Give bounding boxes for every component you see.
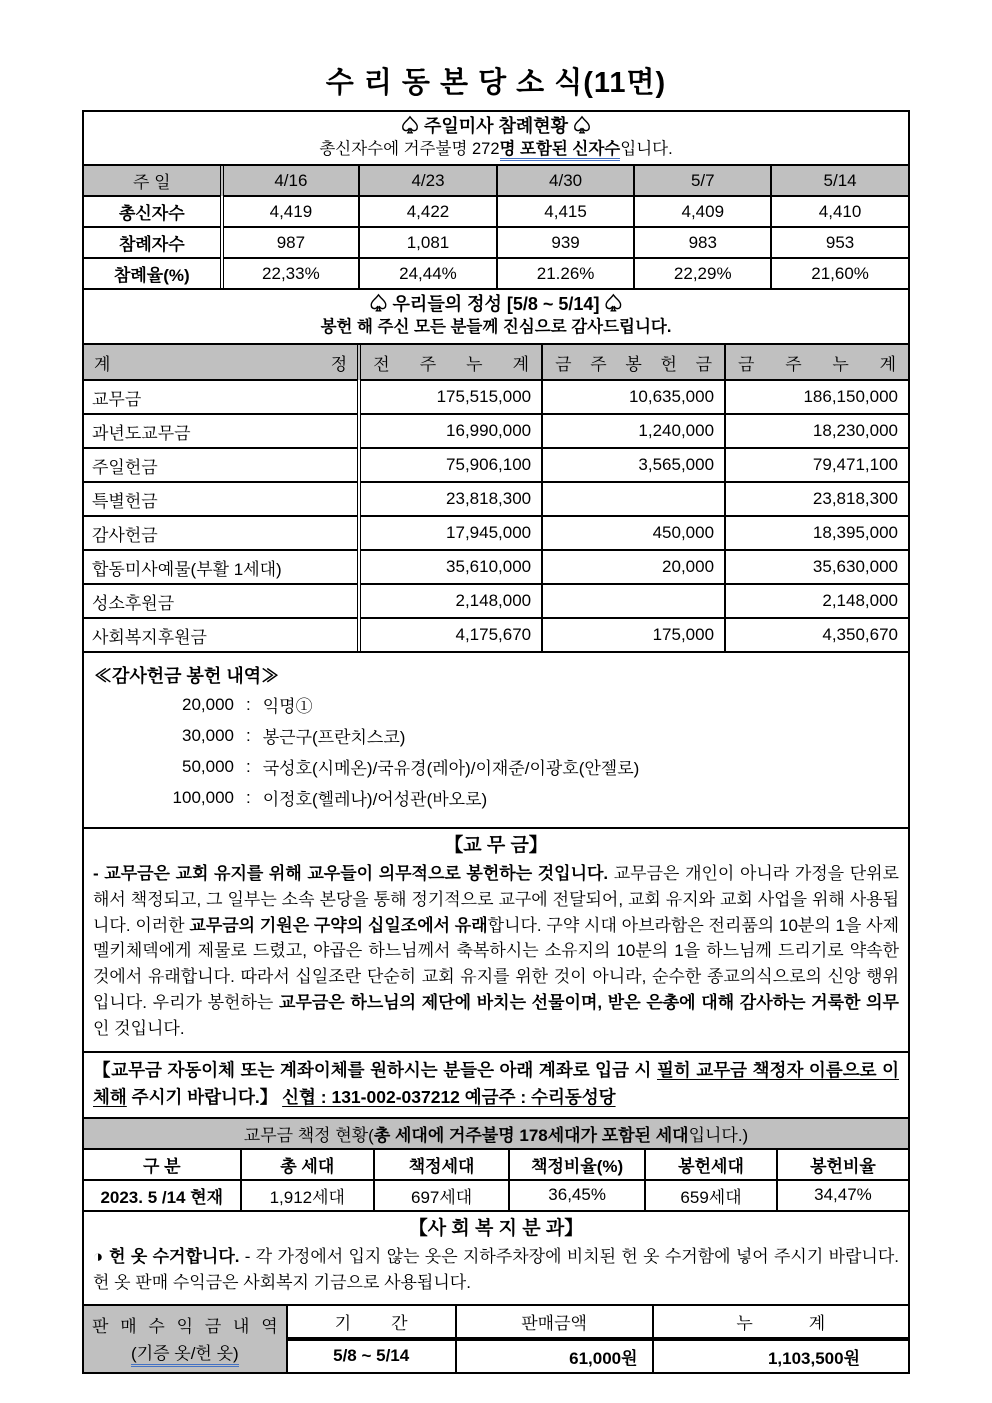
column-header: 봉헌비율	[777, 1149, 908, 1180]
donor-names: 봉근구(프란치스코)	[262, 728, 406, 747]
table-cell: 61,000원	[456, 1339, 653, 1372]
table-row	[84, 227, 908, 258]
assessment-header-row	[84, 1149, 908, 1180]
list-item	[94, 751, 898, 782]
table-cell: 987	[222, 227, 360, 258]
welfare-body	[84, 1244, 908, 1304]
column-header: 책정세대	[374, 1149, 509, 1180]
table-cell: 17,945,000	[359, 516, 542, 550]
text-segment: ◑ 헌 옷 수거합니다.	[93, 1246, 240, 1266]
header-char: 헌	[660, 354, 677, 374]
dues-body	[84, 861, 908, 1051]
column-header: 4/23	[359, 166, 497, 196]
text-segment: 입니다.)	[688, 1125, 749, 1145]
table-cell: 4,410	[771, 196, 908, 227]
donor-names: 익명①	[262, 697, 313, 716]
sales-table	[84, 1306, 908, 1372]
table-cell: 697세대	[374, 1180, 509, 1210]
table-cell: 24,44%	[359, 258, 497, 288]
header-char: 금	[738, 354, 755, 374]
row-label: 총신자수	[84, 196, 222, 227]
offering-section	[82, 288, 910, 653]
table-cell: 21,60%	[771, 258, 908, 288]
thanksgiving-detail	[84, 653, 908, 827]
table-row	[84, 258, 908, 288]
table-cell: 35,630,000	[725, 550, 908, 584]
row-label: 성소후원금	[84, 584, 359, 618]
page-title: 수 리 동 본 당 소 식(11면)	[325, 67, 667, 99]
text-segment: 【교무금 자동이체 또는 계좌이체를 원하시는 분들은 아래 계좌로 입금 시	[93, 1059, 657, 1080]
table-cell: 35,610,000	[359, 550, 542, 584]
header-char: 정	[330, 354, 348, 374]
table-cell: 23,818,300	[359, 482, 542, 516]
dues-section	[82, 827, 910, 1053]
table-row	[84, 550, 908, 584]
header-char: 계	[808, 1313, 826, 1333]
column-header: 5/7	[634, 166, 771, 196]
text-segment: 교무금은 개인이 아니라 가정을 단위로 해서 책정되고, 그 일부는 소속 본당을 통해 정기적으로 교구에 전달되어, 교회 유지와 교회 사업을 위해 사용됩니다. 이러한	[93, 864, 899, 935]
table-cell: 3,565,000	[542, 448, 725, 482]
text-segment: 총신자수에 거주불명 272	[319, 140, 500, 158]
column-header	[725, 345, 908, 380]
header-char: 전	[373, 354, 390, 374]
column-header: 책정비율(%)	[509, 1149, 645, 1180]
text-segment: 주시기 바랍니다.】	[126, 1086, 283, 1107]
amount: 50,000	[182, 756, 234, 776]
column-header: 4/30	[497, 166, 635, 196]
table-cell: 4,419	[222, 196, 360, 227]
table-cell: 4,415	[497, 196, 635, 227]
table-cell: 22,33%	[222, 258, 360, 288]
text-segment: - 교무금은 교회 유지를 위해 교우들이 의무적으로 봉헌하는 것입니다.	[93, 864, 609, 883]
header-char: 주	[590, 354, 607, 374]
sales-left-header	[84, 1306, 287, 1372]
table-cell: 75,906,100	[359, 448, 542, 482]
table-row	[84, 618, 908, 651]
mass-table	[84, 166, 908, 288]
header-char: 누	[832, 354, 849, 374]
sales-left-title	[84, 1310, 286, 1339]
transfer-notice	[84, 1053, 908, 1117]
column-header	[456, 1306, 653, 1339]
table-cell: 22,29%	[634, 258, 771, 288]
header-char: 판	[92, 1316, 109, 1336]
table-cell: 983	[634, 227, 771, 258]
table-cell	[542, 584, 725, 618]
thanksgiving-title: ≪감사헌금 봉헌 내역≫	[94, 666, 280, 686]
header-char: 매	[120, 1316, 137, 1336]
column-header: 4/16	[222, 166, 360, 196]
row-label: 감사헌금	[84, 516, 359, 550]
table-cell: 18,395,000	[725, 516, 908, 550]
row-label: 교무금	[84, 380, 359, 414]
document-body	[82, 110, 910, 1374]
offering-caption-title: ♤ 우리들의 정성 [5/8 ~ 5/14] ♤	[369, 294, 623, 314]
sales-left-subtitle	[84, 1339, 286, 1368]
table-cell: 1,912세대	[241, 1180, 374, 1210]
column-header	[84, 345, 359, 380]
text-segment-underlined: 명 포함된 신자수	[500, 140, 621, 161]
column-header: 봉헌세대	[645, 1149, 777, 1180]
header-char: 금	[695, 354, 712, 374]
row-label: 주일헌금	[84, 448, 359, 482]
text-segment: 교무금의 기원은 구약의 십일조에서 유래	[189, 915, 488, 935]
list-item	[94, 689, 898, 720]
table-cell: 4,175,670	[359, 618, 542, 651]
offering-table	[84, 345, 908, 651]
table-row	[84, 196, 908, 227]
row-label: 참례자수	[84, 227, 222, 258]
row-label: 과년도교무금	[84, 414, 359, 448]
table-cell: 36,45%	[509, 1180, 645, 1210]
header-char: 누	[466, 354, 483, 374]
text-segment: 합니다. 구약 시대 아브라함은 전리품의 10분의 1을 사제 멜키체덱에게 제물로 드렸고, 야곱은 하느님께서 축복하시는 소유지의 10분의 1을 하느님께 드리기로 약속한 것에서 유래합니다. 따라서 십일조란 단순히 교회 유지를 위한 것이 아니라, 순수한 종교의식으로의 신앙 행위입니다. 우리가 봉헌하는	[93, 915, 900, 1012]
header-char: 주	[419, 354, 437, 374]
header-char: 익	[176, 1316, 194, 1336]
mass-header-row	[84, 166, 908, 196]
transfer-notice-section	[82, 1051, 910, 1119]
table-row	[84, 380, 908, 414]
header-char: 역	[261, 1316, 278, 1336]
column-header: 구 분	[84, 1149, 241, 1180]
table-cell: 2,148,000	[359, 584, 542, 618]
table-cell: 939	[497, 227, 635, 258]
table-row	[84, 482, 908, 516]
dues-title: 【교 무 금】	[444, 835, 548, 856]
table-cell: 175,515,000	[359, 380, 542, 414]
amount: 30,000	[182, 725, 234, 745]
list-item	[94, 782, 898, 813]
amount: 100,000	[172, 787, 234, 807]
header-char: 계	[512, 354, 530, 374]
mass-attendance-section	[82, 110, 910, 290]
row-label: 참례율(%)	[84, 258, 222, 288]
donor-names: 이정호(헬레나)/어성관(바오로)	[262, 790, 488, 809]
offering-caption	[84, 290, 908, 345]
header-char: 내	[233, 1316, 250, 1336]
header-char: 금	[204, 1316, 222, 1336]
table-cell: 175,000	[542, 618, 725, 651]
text-segment: 입니다.	[620, 140, 673, 158]
table-cell: 21.26%	[497, 258, 635, 288]
table-row	[84, 516, 908, 550]
table-row	[84, 448, 908, 482]
colon: :	[246, 725, 251, 745]
mass-caption	[84, 112, 908, 166]
column-header: 5/14	[771, 166, 908, 196]
table-cell: 18,230,000	[725, 414, 908, 448]
welfare-section	[82, 1210, 910, 1306]
offering-header-row	[84, 345, 908, 380]
table-cell: 1,103,500원	[653, 1339, 908, 1372]
mass-caption-title: ♤ 주일미사 참례현황 ♤	[400, 116, 592, 136]
table-cell: 4,422	[359, 196, 497, 227]
table-cell: 20,000	[542, 550, 725, 584]
table-row	[84, 584, 908, 618]
column-header: 총 세대	[241, 1149, 374, 1180]
text-segment-underlined: (기증 옷/헌 옷)	[131, 1339, 239, 1367]
header-text: 판매금액	[521, 1313, 587, 1333]
table-cell: 23,818,300	[725, 482, 908, 516]
mass-caption-subtitle	[84, 138, 908, 160]
table-row	[84, 1180, 908, 1210]
header-char: 간	[391, 1313, 408, 1333]
text-segment: - 각 가정에서 입지 않는 옷은 지하주차장에 비치된 헌 옷 수거함에 넣어 주시기 바랍니다. 헌 옷 판매 수익금은 사회복지 기금으로 사용됩니다.	[93, 1246, 899, 1292]
assessment-section	[82, 1117, 910, 1212]
sales-section	[82, 1304, 910, 1374]
column-header	[359, 345, 542, 380]
table-cell: 1,081	[359, 227, 497, 258]
table-cell: 2,148,000	[725, 584, 908, 618]
colon: :	[246, 787, 251, 807]
welfare-title: 【사 회 복 지 분 과】	[408, 1217, 584, 1239]
table-cell: 659세대	[645, 1180, 777, 1210]
row-label: 2023. 5 /14 현재	[84, 1180, 241, 1210]
header-char: 금	[555, 354, 572, 374]
thanksgiving-detail-section	[82, 651, 910, 829]
header-char: 기	[334, 1313, 352, 1333]
header-char: 누	[736, 1313, 753, 1333]
text-segment: 인 것입니다.	[93, 1018, 185, 1038]
table-cell: 34,47%	[777, 1180, 908, 1210]
table-caption	[84, 1119, 908, 1149]
column-header	[542, 345, 725, 380]
column-header	[287, 1306, 456, 1339]
sales-header-row	[84, 1306, 908, 1339]
table-cell: 1,240,000	[542, 414, 725, 448]
table-cell: 4,350,670	[725, 618, 908, 651]
text-segment-underlined: 필히 교무금 책정자 이름으로 이체해	[93, 1059, 899, 1107]
offering-caption-subtitle: 봉헌 해 주신 모든 분들께 진심으로 감사드립니다.	[320, 318, 672, 336]
text-segment: 교무금은 하느님의 제단에 바치는 선물이며, 받은 은총에 대해 감사하는 거룩한 의무	[279, 992, 899, 1012]
assessment-table	[84, 1119, 908, 1210]
colon: :	[246, 756, 251, 776]
header-char: 주	[785, 354, 802, 374]
assessment-caption-row	[84, 1119, 908, 1149]
header-char: 계	[94, 354, 111, 374]
list-item	[94, 720, 898, 751]
donor-names: 국성호(시메온)/국유경(레아)/이재준/이광호(안젤로)	[262, 759, 640, 778]
table-cell: 5/8 ~ 5/14	[287, 1339, 456, 1372]
table-cell: 450,000	[542, 516, 725, 550]
table-row	[84, 414, 908, 448]
header-char: 봉	[625, 354, 642, 374]
account-number: 신협 : 131-002-037212 예금주 : 수리동성당	[282, 1086, 616, 1107]
table-cell: 4,409	[634, 196, 771, 227]
table-cell: 79,471,100	[725, 448, 908, 482]
row-label: 특별헌금	[84, 482, 359, 516]
row-label: 사회복지후원금	[84, 618, 359, 651]
table-cell: 16,990,000	[359, 414, 542, 448]
table-cell: 953	[771, 227, 908, 258]
column-header: 주 일	[84, 166, 222, 196]
table-cell: 10,635,000	[542, 380, 725, 414]
amount: 20,000	[182, 694, 234, 714]
text-segment: 교무금 책정 현황(	[243, 1125, 374, 1145]
header-char: 수	[148, 1316, 165, 1336]
row-label: 합동미사예물(부활 1세대)	[84, 550, 359, 584]
table-cell	[542, 482, 725, 516]
colon: :	[246, 694, 251, 714]
text-segment: 총 세대에 거주불명 178세대가 포함된 세대	[373, 1125, 689, 1145]
header-char: 계	[879, 354, 896, 374]
column-header	[653, 1306, 908, 1339]
table-cell: 186,150,000	[725, 380, 908, 414]
